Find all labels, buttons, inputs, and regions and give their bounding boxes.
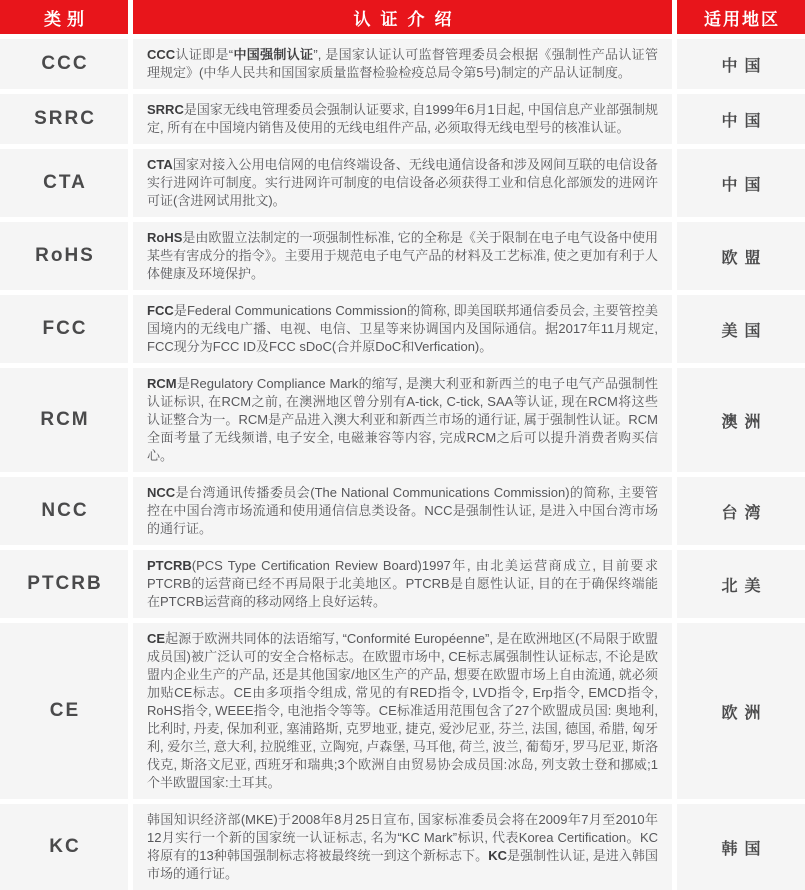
region-cell: 中国 bbox=[677, 94, 805, 144]
region-cell: 台湾 bbox=[677, 477, 805, 545]
region-cell: 韩国 bbox=[677, 804, 805, 890]
region-cell: 中国 bbox=[677, 149, 805, 217]
category-cell: KC bbox=[0, 804, 128, 890]
intro-cell bbox=[133, 94, 672, 144]
region-cell: 中国 bbox=[677, 39, 805, 89]
intro-text: PTCRB(PCS Type Certification Review Board)1997年, 由北美运营商成立, 目前要求PTCRB的运营商已经不再局限于北美地区。PTCRB是自愿性认证, 目的在于确保终端能在PTCRB运营商的移动网络上良好运转。 bbox=[147, 558, 658, 609]
intro-cell bbox=[133, 623, 672, 799]
intro-text: 韩国知识经济部(MKE)于2008年8月25日宣布, 国家标准委员会将在2009年7月至2010年12月实行一个新的国家统一认证标志, 名为“KC Mark”标识, 代表Korea Certification。KC将原有的13种韩国强制标志将被最终统一到这个新标志下。KC是强制性认证, 是进入韩国市场的通行证。 bbox=[147, 812, 658, 881]
category-cell: PTCRB bbox=[0, 550, 128, 618]
intro-cell bbox=[133, 477, 672, 545]
category-cell: CCC bbox=[0, 39, 128, 89]
region-cell: 北美 bbox=[677, 550, 805, 618]
intro-cell bbox=[133, 39, 672, 89]
intro-text: RCM是Regulatory Compliance Mark的缩写, 是澳大利亚和新西兰的电子电气产品强制性认证标识, 在RCM之前, 在澳洲地区曾分别有A-tick, C-tick, SAA等认证, 现在RCM将这些认证整合为一。RCM是产品进入澳大利亚和新西兰市场的通行证, 属于强制性认证。RCM全面考量了无线频谱, 电子安全, 电磁兼容等内容, 完成RCM之后可以提升消费者购买信心。 bbox=[147, 376, 658, 463]
category-cell: NCC bbox=[0, 477, 128, 545]
intro-text: RoHS是由欧盟立法制定的一项强制性标准, 它的全称是《关于限制在电子电气设备中使用某些有害成分的指令》。主要用于规范电子电气产品的材料及工艺标准, 使之更加有利于人体健康及环境保护。 bbox=[147, 230, 658, 281]
category-cell: SRRC bbox=[0, 94, 128, 144]
intro-text: SRRC是国家无线电管理委员会强制认证要求, 自1999年6月1日起, 中国信息产业部强制规定, 所有在中国境内销售及使用的无线电组件产品, 必须取得无线电型号的核准认证。 bbox=[147, 102, 658, 135]
intro-cell bbox=[133, 295, 672, 363]
intro-cell bbox=[133, 550, 672, 618]
header-category: 类别 bbox=[0, 0, 128, 34]
header-region: 适用地区 bbox=[677, 0, 805, 34]
category-cell: CE bbox=[0, 623, 128, 799]
intro-cell bbox=[133, 222, 672, 290]
intro-text: CE起源于欧洲共同体的法语缩写, “Conformité Européenne”, 是在欧洲地区(不局限于欧盟成员国)被广泛认可的安全合格标志。在欧盟市场中, CE标志属强制性认证标志, 不论是欧盟内企业生产的产品, 还是其他国家/地区生产的产品, 想要在欧盟市场上自由流通, 就必须加贴CE标志。CE由多项指令组成, 常见的有RED指令, LVD指令, Erp指令, EMCD指令, RoHS指令, WEEE指令, 电池指令等等。CE标准适用范围包含了27个欧盟成员国: 奥地利, 比利时, 丹麦, 保加利亚, 塞浦路斯, 克罗地亚, 捷克, 爱沙尼亚, 芬兰, 法国, 德国, 希腊, 匈牙利, 爱尔兰, 意大利, 拉脱维亚, 立陶宛, 卢森堡, 马耳他, 荷兰, 波兰, 葡萄牙, 罗马尼亚, 斯洛伐克, 斯洛文尼亚, 西班牙和瑞典;3个欧洲自由贸易协会成员国:冰岛, 列支敦士登和挪威;1个半欧盟国家:土耳其。 bbox=[147, 631, 658, 790]
region-cell: 澳洲 bbox=[677, 368, 805, 472]
header-intro: 认证介绍 bbox=[133, 0, 672, 34]
intro-cell bbox=[133, 149, 672, 217]
category-cell: FCC bbox=[0, 295, 128, 363]
region-cell: 欧洲 bbox=[677, 623, 805, 799]
region-cell: 美国 bbox=[677, 295, 805, 363]
intro-text: NCC是台湾通讯传播委员会(The National Communications Commission)的简称, 主要管控在中国台湾市场流通和使用通信信息类设备。NCC是强制性认证, 是进入中国台湾市场的通行证。 bbox=[147, 485, 658, 536]
category-cell: RoHS bbox=[0, 222, 128, 290]
intro-cell bbox=[133, 804, 672, 890]
category-cell: RCM bbox=[0, 368, 128, 472]
intro-text: FCC是Federal Communications Commission的简称, 即美国联邦通信委员会, 主要管控美国境内的无线电广播、电视、电信、卫星等来协调国内及国际通信。据2017年11月规定, FCC现分为FCC ID及FCC sDoC(合并原DoC和Verfication)。 bbox=[147, 303, 658, 354]
region-cell: 欧盟 bbox=[677, 222, 805, 290]
intro-text: CCC认证即是“中国强制认证”, 是国家认证认可监督管理委员会根据《强制性产品认证管理规定》(中华人民共和国国家质量监督检验检疫总局令第5号)制定的产品认证制度。 bbox=[147, 47, 658, 80]
category-cell: CTA bbox=[0, 149, 128, 217]
intro-text: CTA国家对接入公用电信网的电信终端设备、无线电通信设备和涉及网间互联的电信设备实行进网许可制度。实行进网许可制度的电信设备必须获得工业和信息化部颁发的进网许可证(含进网试用批文)。 bbox=[147, 157, 658, 208]
intro-cell bbox=[133, 368, 672, 472]
